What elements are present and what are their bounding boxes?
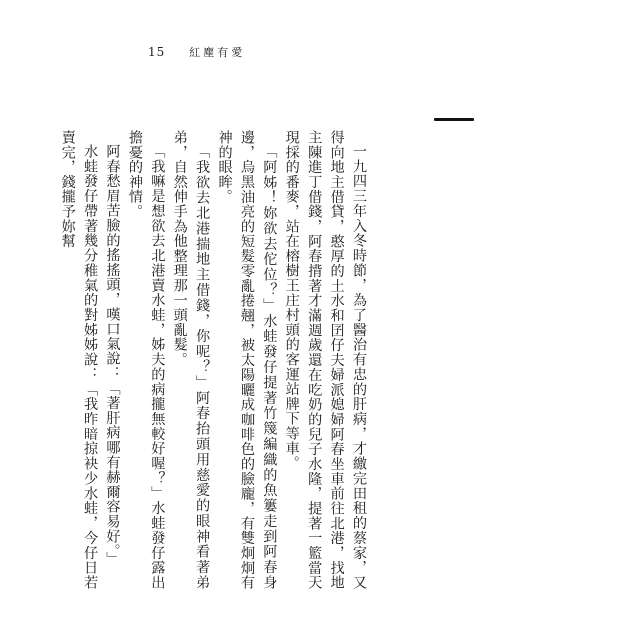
paragraph: 「阿姊！妳欲去佗位？」水蛙發仔提著竹篾編織的魚簍走到阿春身邊，烏黑油亮的短髮零亂捲翹，被太陽曬成咖啡色的臉龐，有雙炯炯有神的眼眸。 [216,130,278,590]
running-header [148,44,245,60]
chapter-number [434,118,474,121]
page-number: 15 [148,45,166,59]
paragraph: 「我欲去北港揣地主借錢，你呢？」阿春抬頭用慈愛的眼神看著弟弟，自然伸手為他整理那一頭亂髮。 [171,130,211,590]
paragraph: 水蛙發仔帶著幾分稚氣的對姊姊說：「我昨暗掠袂少水蛙，今仔日若賣完，錢攏予妳幫 [59,130,99,590]
book-title: 紅塵有愛 [189,46,246,59]
paragraph: 「我嘛是想欲去北港賣水蛙，姊夫的病攏無較好喔？」水蛙發仔露出擔憂的神情。 [126,130,166,590]
paragraph: 阿春愁眉苦臉的搖搖頭，嘆口氣說：「著肝病哪有赫爾容易好。」 [104,144,121,567]
paragraph: 一九四三年入冬時節，為了醫治有忠的肝病，才繳完田租的蔡家，又得向地主借貸，憨厚的土水和囝仔夫婦派媳婦阿春坐車前往北港，找地主陳進丁借錢，阿春揹著才滿週歲還在吃奶的兒子水隆，提著一籃當天現採的番麥，站在榕樹王庄村頭的客運站牌下等車。 [283,130,367,590]
body-text [56,130,370,590]
